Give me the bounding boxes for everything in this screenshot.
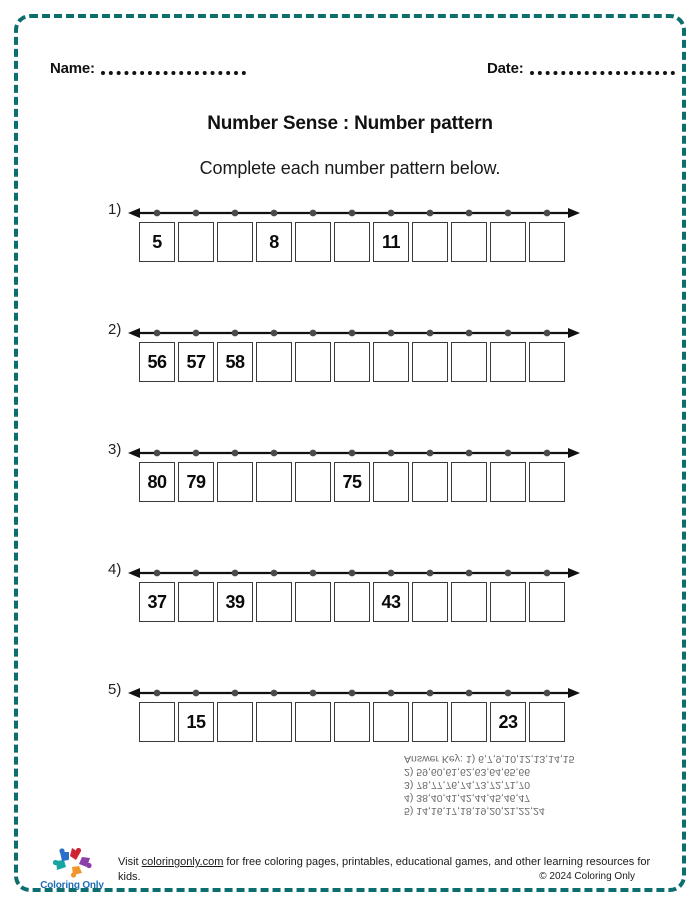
- name-dotted-line[interactable]: [101, 63, 246, 75]
- row-number-label: 5): [108, 681, 122, 698]
- page-footer: [30, 845, 670, 897]
- number-box-blank[interactable]: [373, 462, 409, 502]
- number-box-blank[interactable]: [412, 462, 448, 502]
- number-box-blank[interactable]: [529, 582, 565, 622]
- number-line: [128, 204, 580, 222]
- number-box-blank[interactable]: [295, 702, 331, 742]
- number-box-blank[interactable]: [412, 342, 448, 382]
- coloringonly-link[interactable]: coloringonly.com: [141, 856, 224, 868]
- number-box-blank[interactable]: [451, 702, 487, 742]
- worksheet-header: [50, 60, 650, 94]
- number-box-blank[interactable]: [334, 702, 370, 742]
- number-box-blank[interactable]: [451, 462, 487, 502]
- number-box-blank[interactable]: [295, 342, 331, 382]
- number-box-filled[interactable]: 80: [139, 462, 175, 502]
- number-line: [128, 324, 580, 342]
- number-box-filled[interactable]: 79: [178, 462, 214, 502]
- number-box-blank[interactable]: [295, 222, 331, 262]
- number-box-blank[interactable]: [295, 582, 331, 622]
- number-box-blank[interactable]: [412, 582, 448, 622]
- number-box-blank[interactable]: [451, 222, 487, 262]
- row-number-label: 2): [108, 321, 122, 338]
- number-box-filled[interactable]: 5: [139, 222, 175, 262]
- number-box-blank[interactable]: [490, 222, 526, 262]
- number-box-blank[interactable]: [295, 462, 331, 502]
- number-box-blank[interactable]: [412, 222, 448, 262]
- number-box-filled[interactable]: 11: [373, 222, 409, 262]
- number-box-blank[interactable]: [334, 222, 370, 262]
- answer-key: [404, 752, 654, 817]
- number-box-filled[interactable]: 39: [217, 582, 253, 622]
- number-box-blank[interactable]: [256, 462, 292, 502]
- pattern-row: [0, 436, 700, 556]
- date-dotted-line[interactable]: [530, 63, 675, 75]
- pattern-rows: [0, 196, 700, 796]
- number-box-group: [139, 342, 571, 382]
- date-field[interactable]: [487, 60, 675, 77]
- number-box-filled[interactable]: 75: [334, 462, 370, 502]
- number-box-blank[interactable]: [373, 342, 409, 382]
- pinwheel-logo-icon: [45, 845, 99, 879]
- number-box-blank[interactable]: [217, 462, 253, 502]
- number-box-blank[interactable]: [217, 702, 253, 742]
- number-box-blank[interactable]: [490, 342, 526, 382]
- number-box-blank[interactable]: [217, 222, 253, 262]
- coloring-only-logo[interactable]: [36, 845, 108, 891]
- instructions-text: Complete each number pattern below.: [199, 158, 501, 178]
- number-box-group: [139, 582, 571, 622]
- date-label: Date:: [487, 60, 524, 77]
- number-box-blank[interactable]: [529, 342, 565, 382]
- number-box-filled[interactable]: 23: [490, 702, 526, 742]
- name-field[interactable]: [50, 60, 246, 77]
- row-number-label: 3): [108, 441, 122, 458]
- number-box-blank[interactable]: [256, 702, 292, 742]
- pattern-row: [0, 196, 700, 316]
- number-box-blank[interactable]: [451, 582, 487, 622]
- number-box-filled[interactable]: 43: [373, 582, 409, 622]
- answer-key-line: 3) 78,77,76,74,73,72,71,70: [404, 779, 531, 791]
- number-box-blank[interactable]: [334, 582, 370, 622]
- number-box-blank[interactable]: [334, 342, 370, 382]
- pattern-row: [0, 316, 700, 436]
- row-number-label: 1): [108, 201, 122, 218]
- answer-key-line: 4) 38,40,41,42,44,45,46,47: [404, 792, 531, 804]
- number-box-blank[interactable]: [529, 222, 565, 262]
- answer-key-line: 2) 59,60,61,62,63,64,65,66: [404, 766, 531, 778]
- page-title: Number Sense : Number pattern: [207, 113, 493, 134]
- number-box-blank[interactable]: [490, 582, 526, 622]
- visit-prefix: Visit: [118, 856, 142, 868]
- number-box-filled[interactable]: 57: [178, 342, 214, 382]
- name-label: Name:: [50, 60, 95, 77]
- row-number-label: 4): [108, 561, 122, 578]
- number-box-group: [139, 702, 571, 742]
- number-box-group: [139, 462, 571, 502]
- number-box-blank[interactable]: [178, 222, 214, 262]
- number-box-blank[interactable]: [412, 702, 448, 742]
- number-box-blank[interactable]: [451, 342, 487, 382]
- number-box-blank[interactable]: [490, 462, 526, 502]
- logo-label: Coloring Only: [40, 880, 104, 891]
- number-box-blank[interactable]: [373, 702, 409, 742]
- number-box-blank[interactable]: [529, 702, 565, 742]
- answer-key-line: Answer Key: 1) 6,7,9,10,12,13,14,15: [404, 753, 575, 765]
- number-box-filled[interactable]: 37: [139, 582, 175, 622]
- number-box-blank[interactable]: [256, 342, 292, 382]
- number-box-filled[interactable]: 15: [178, 702, 214, 742]
- number-box-blank[interactable]: [139, 702, 175, 742]
- number-line: [128, 684, 580, 702]
- number-box-blank[interactable]: [178, 582, 214, 622]
- pattern-row: [0, 556, 700, 676]
- answer-key-line: 5) 14,16,17,18,19,20,21,22,24: [404, 805, 545, 817]
- number-box-blank[interactable]: [529, 462, 565, 502]
- copyright-text: © 2024 Coloring Only: [539, 871, 635, 882]
- number-line: [128, 444, 580, 462]
- number-box-filled[interactable]: 56: [139, 342, 175, 382]
- number-box-filled[interactable]: 8: [256, 222, 292, 262]
- number-box-blank[interactable]: [256, 582, 292, 622]
- visit-suffix: for free coloring pages, printables, educational games, and other learning resources for kids.: [118, 856, 651, 883]
- number-box-group: [139, 222, 571, 262]
- number-box-filled[interactable]: 58: [217, 342, 253, 382]
- number-line: [128, 564, 580, 582]
